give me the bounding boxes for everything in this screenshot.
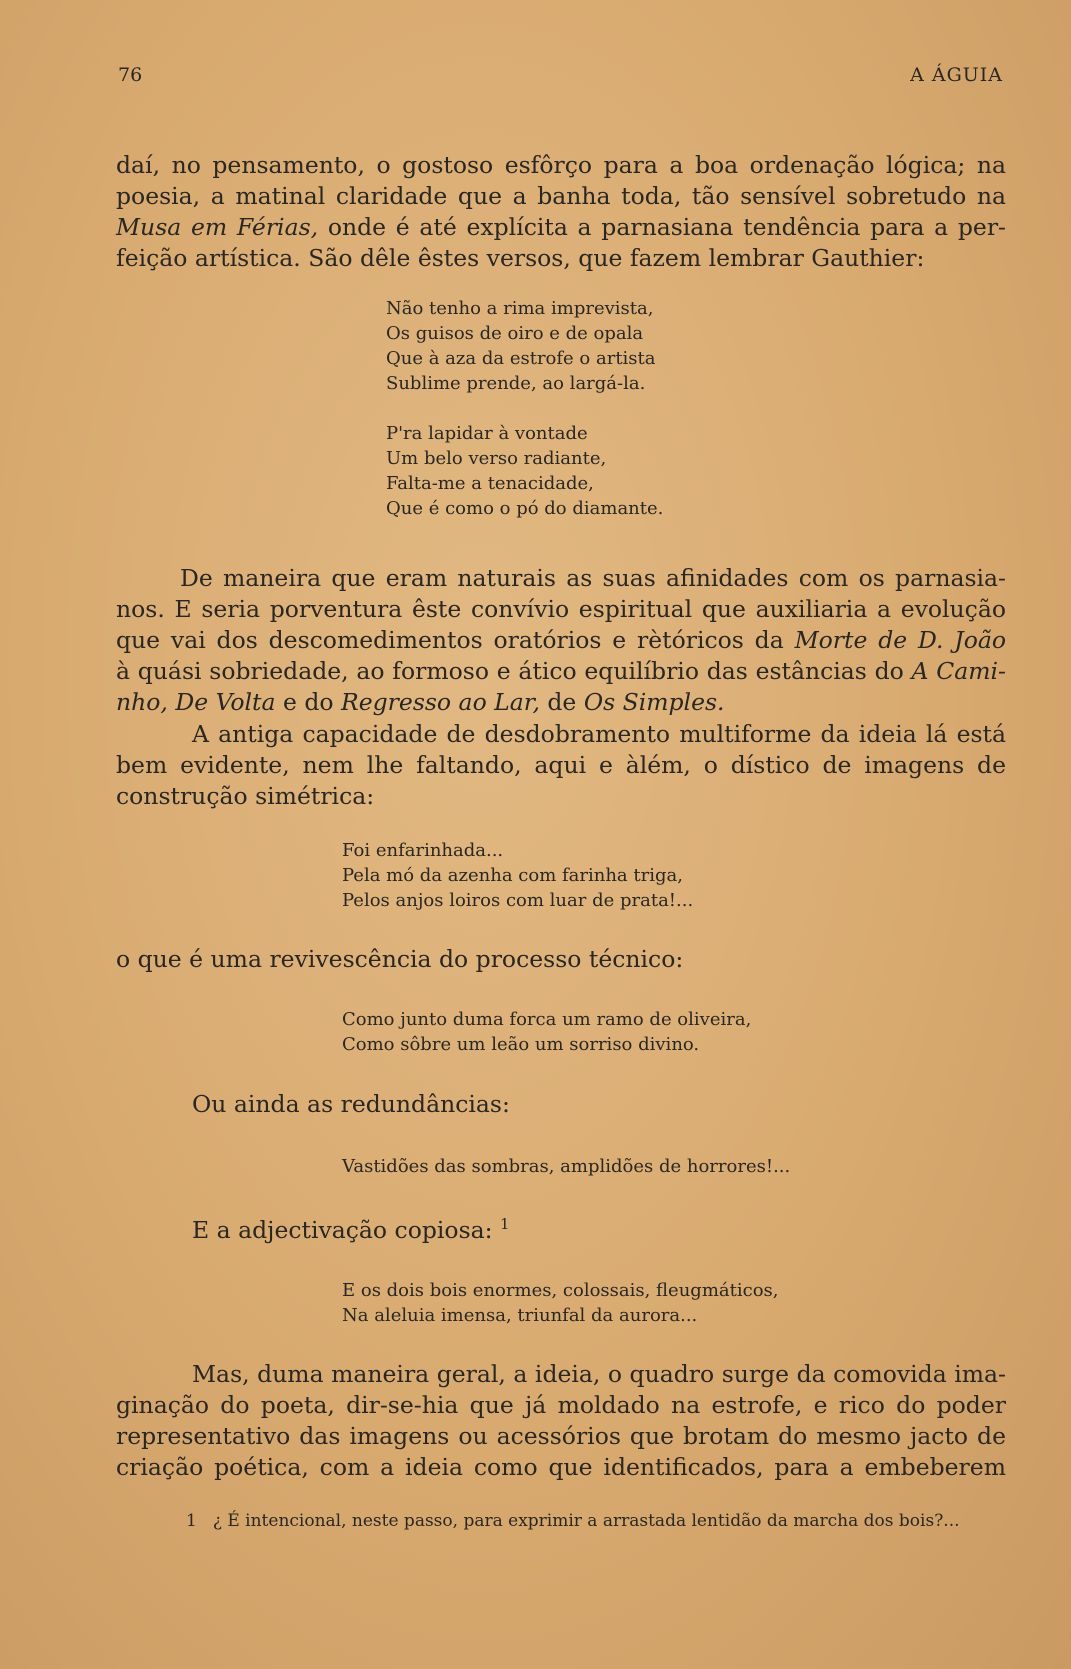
verse-line: Falta-me a tenacidade, xyxy=(386,473,594,494)
verse-quote-4 xyxy=(342,1154,790,1179)
paragraph-3 xyxy=(116,719,1006,812)
footnote xyxy=(186,1511,960,1531)
text-line: ginação do poeta, dir-se-hia que já moldado na estrofe, e rico do poder xyxy=(116,1391,1006,1419)
text-line: Ou ainda as redundâncias: xyxy=(192,1090,510,1118)
verse-line: E os dois bois enormes, colossais, fleugmáticos, xyxy=(342,1280,779,1301)
footnote-reference: 1 xyxy=(500,1215,510,1234)
verse-quote-3 xyxy=(342,1007,751,1057)
footnote-number: 1 xyxy=(186,1511,197,1531)
text-line xyxy=(116,625,1006,656)
page-header xyxy=(118,64,1003,94)
verse-line: Foi enfarinhada... xyxy=(342,840,504,861)
text-line xyxy=(116,656,1006,687)
verse-line: Como junto duma forca um ramo de oliveira, xyxy=(342,1009,752,1030)
paragraph-2 xyxy=(116,563,1006,718)
verse-line: Que é como o pó do diamante. xyxy=(386,498,664,519)
text-line: feição artística. São dêle êstes versos, que fazem lembrar Gauthier: xyxy=(116,244,925,272)
book-title: A Cami- xyxy=(911,657,1006,685)
book-title: Musa em Férias, xyxy=(116,213,319,241)
book-title: nho, De Volta xyxy=(116,688,276,716)
text-span: onde é até explícita a parnasiana tendência para a per- xyxy=(318,213,1006,241)
text-span: E a adjectivação copiosa: xyxy=(192,1216,493,1244)
text-line: daí, no pensamento, o gostoso esfôrço para a boa ordenação lógica; na xyxy=(116,151,1006,179)
verse-line: Na aleluia imensa, triunfal da aurora... xyxy=(342,1305,698,1326)
verse-quote-2 xyxy=(342,838,693,913)
paragraph-5 xyxy=(192,1089,892,1120)
text-line: A antiga capacidade de desdobramento multiforme da ideia lá está xyxy=(192,720,1006,748)
text-line: criação poética, com a ideia como que identificados, para a embeberem xyxy=(116,1453,1006,1481)
text-span: à quási sobriedade, ao formoso e ático equilíbrio das estâncias do xyxy=(116,657,912,685)
text-line xyxy=(116,212,1006,243)
verse-line: Sublime prende, ao largá-la. xyxy=(386,373,646,394)
text-span: e do xyxy=(275,688,342,716)
verse-line: Pelos anjos loiros com luar de prata!... xyxy=(342,890,694,911)
paragraph-6 xyxy=(192,1215,892,1246)
verse-quote-5 xyxy=(342,1278,779,1328)
text-line: representativo das imagens ou acessórios que brotam do mesmo jacto de xyxy=(116,1422,1006,1450)
text-line: o que é uma revivescência do processo técnico: xyxy=(116,945,684,973)
paragraph-7 xyxy=(116,1359,1006,1483)
text-line xyxy=(192,1215,892,1246)
footnote-text: ¿ É intencional, neste passo, para exprimir a arrastada lentidão da marcha dos bois?... xyxy=(212,1511,960,1531)
text-line xyxy=(116,687,1006,718)
book-title: Os Simples. xyxy=(583,688,725,716)
book-title: Morte de D. João xyxy=(794,626,1007,654)
book-title: Regresso ao Lar, xyxy=(341,688,540,716)
text-line: poesia, a matinal claridade que a banha toda, tão sensível sobretudo na xyxy=(116,182,1006,210)
stanza-gap xyxy=(386,396,663,421)
verse-line: Que à aza da estrofe o artista xyxy=(386,348,656,369)
verse-quote-1 xyxy=(386,296,663,521)
verse-line: Os guisos de oiro e de opala xyxy=(386,323,644,344)
page-number: 76 xyxy=(118,64,143,86)
verse-line: P'ra lapidar à vontade xyxy=(386,423,588,444)
verse-line: Vastidões das sombras, amplidões de horrores!... xyxy=(342,1156,791,1177)
text-line: bem evidente, nem lhe faltando, aqui e àlém, o dístico de imagens de xyxy=(116,751,1006,779)
text-line: Mas, duma maneira geral, a ideia, o quadro surge da comovida ima- xyxy=(192,1360,1006,1388)
text-line: nos. E seria porventura êste convívio espiritual que auxiliaria a evolução xyxy=(116,595,1006,623)
verse-line: Não tenho a rima imprevista, xyxy=(386,298,654,319)
text-line: construção simétrica: xyxy=(116,782,375,810)
verse-line: Um belo verso radiante, xyxy=(386,448,607,469)
verse-line: Pela mó da azenha com farinha triga, xyxy=(342,865,683,886)
running-title: A ÁGUIA xyxy=(910,64,1003,86)
text-span: de xyxy=(539,688,584,716)
paragraph-1 xyxy=(116,150,1006,274)
verse-line: Como sôbre um leão um sorriso divino. xyxy=(342,1034,700,1055)
text-line: De maneira que eram naturais as suas afinidades com os parnasia- xyxy=(180,564,1006,592)
paragraph-4 xyxy=(116,944,1006,975)
text-span: que vai dos descomedimentos oratórios e rètóricos da xyxy=(116,626,795,654)
